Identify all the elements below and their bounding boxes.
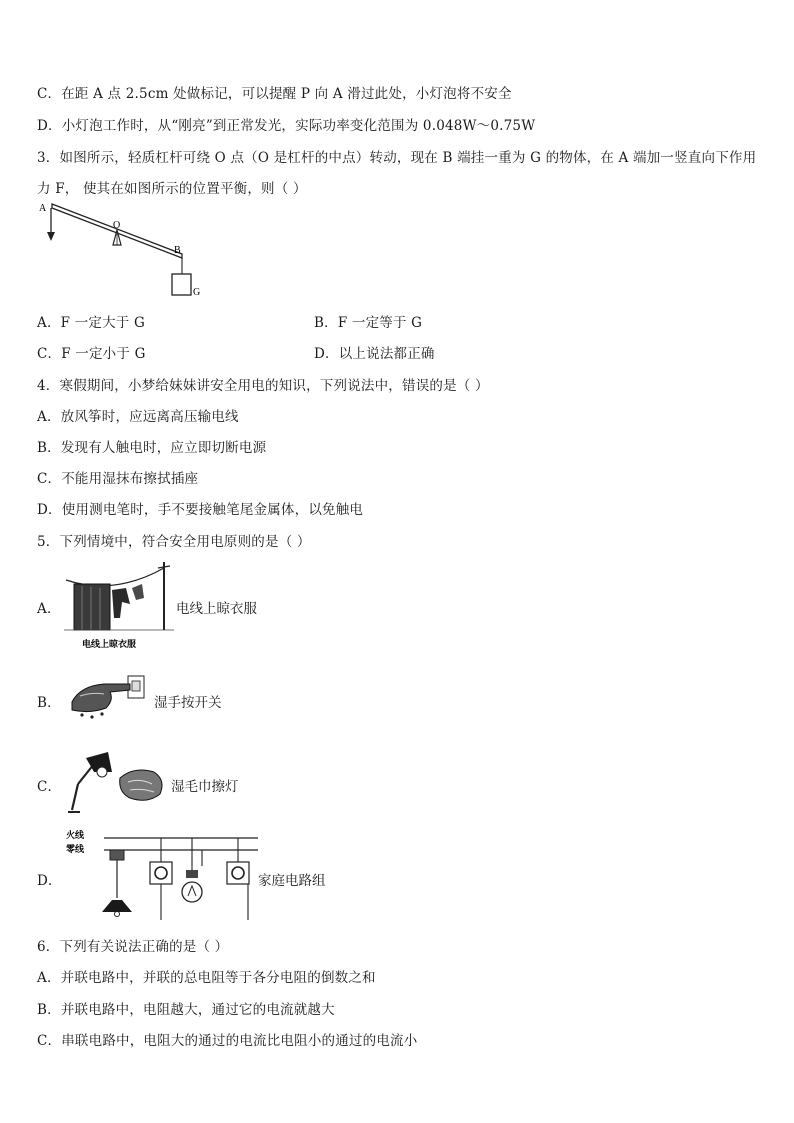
q3-option-c: C．F 一定小于 G xyxy=(37,346,146,362)
q5-a-caption: 电线上晾衣服 xyxy=(176,601,257,617)
q5-c-letter: C． xyxy=(37,779,62,795)
lever-label-o: O xyxy=(113,220,121,231)
q6-option-a: A．并联电路中，并联的总电阻等于各分电阻的倒数之和 xyxy=(37,970,376,986)
q3-option-b: B．F 一定等于 G xyxy=(314,315,423,331)
clothes-on-wire-image xyxy=(64,558,176,652)
lever-label-a: A xyxy=(39,203,47,214)
lever-diagram xyxy=(36,200,206,302)
q6-option-b: B．并联电路中，电阻越大，通过它的电流就越大 xyxy=(37,1002,335,1018)
lever-label-g: G xyxy=(193,287,201,298)
q4-option-d: D．使用测电笔时，手不要接触笔尾金属体，以免触电 xyxy=(37,502,364,518)
q5-d-caption: 家庭电路组 xyxy=(258,873,326,889)
q5-c-caption: 湿毛巾擦灯 xyxy=(171,779,239,795)
q3-option-d: D．以上说法都正确 xyxy=(314,346,435,362)
q2-option-c: C．在距 A 点 2.5cm 处做标记，可以提醒 P 向 A 滑过此处，小灯泡将不安全 xyxy=(37,86,512,102)
q3-option-a: A．F 一定大于 G xyxy=(37,315,145,331)
wet-towel-lamp-image xyxy=(64,750,170,818)
household-circuit-image xyxy=(64,826,260,922)
q5-d-letter: D． xyxy=(37,873,62,889)
q4-option-a: A．放风筝时，应远离高压输电线 xyxy=(37,409,239,425)
q4-option-c: C．不能用湿抹布擦拭插座 xyxy=(37,471,199,487)
q5-b-caption: 湿手按开关 xyxy=(154,695,222,711)
q4-stem: 4．寒假期间，小梦给妹妹讲安全用电的知识，下列说法中，错误的是（ ） xyxy=(37,378,489,394)
q2-option-d: D．小灯泡工作时，从“刚亮”到正常发光，实际功率变化范围为 0.048W～0.75W xyxy=(37,118,536,134)
q5-b-letter: B． xyxy=(37,695,61,711)
q5-stem: 5．下列情境中，符合安全用电原则的是（ ） xyxy=(37,534,311,550)
live-wire-label: 火线 xyxy=(66,831,85,841)
neutral-wire-label: 零线 xyxy=(66,845,85,855)
q6-stem: 6．下列有关说法正确的是（ ） xyxy=(37,939,229,955)
q3-stem-line2: 力 F， 使其在如图所示的位置平衡，则（ ） xyxy=(37,181,307,197)
q3-stem-line1: 3．如图所示，轻质杠杆可绕 O 点（O 是杠杆的中点）转动，现在 B 端挂一重为 G 的物体，在 A 端加一竖直向下作用 xyxy=(37,150,757,166)
q5-a-letter: A． xyxy=(37,601,61,617)
wet-hand-switch-image xyxy=(70,672,152,720)
q6-option-c: C．串联电路中，电阻大的通过的电流比电阻小的通过的电流小 xyxy=(37,1033,418,1049)
clothes-image-caption: 电线上晾衣服 xyxy=(82,640,137,650)
q4-option-b: B．发现有人触电时，应立即切断电源 xyxy=(37,440,267,456)
lever-label-b: B xyxy=(174,245,181,256)
